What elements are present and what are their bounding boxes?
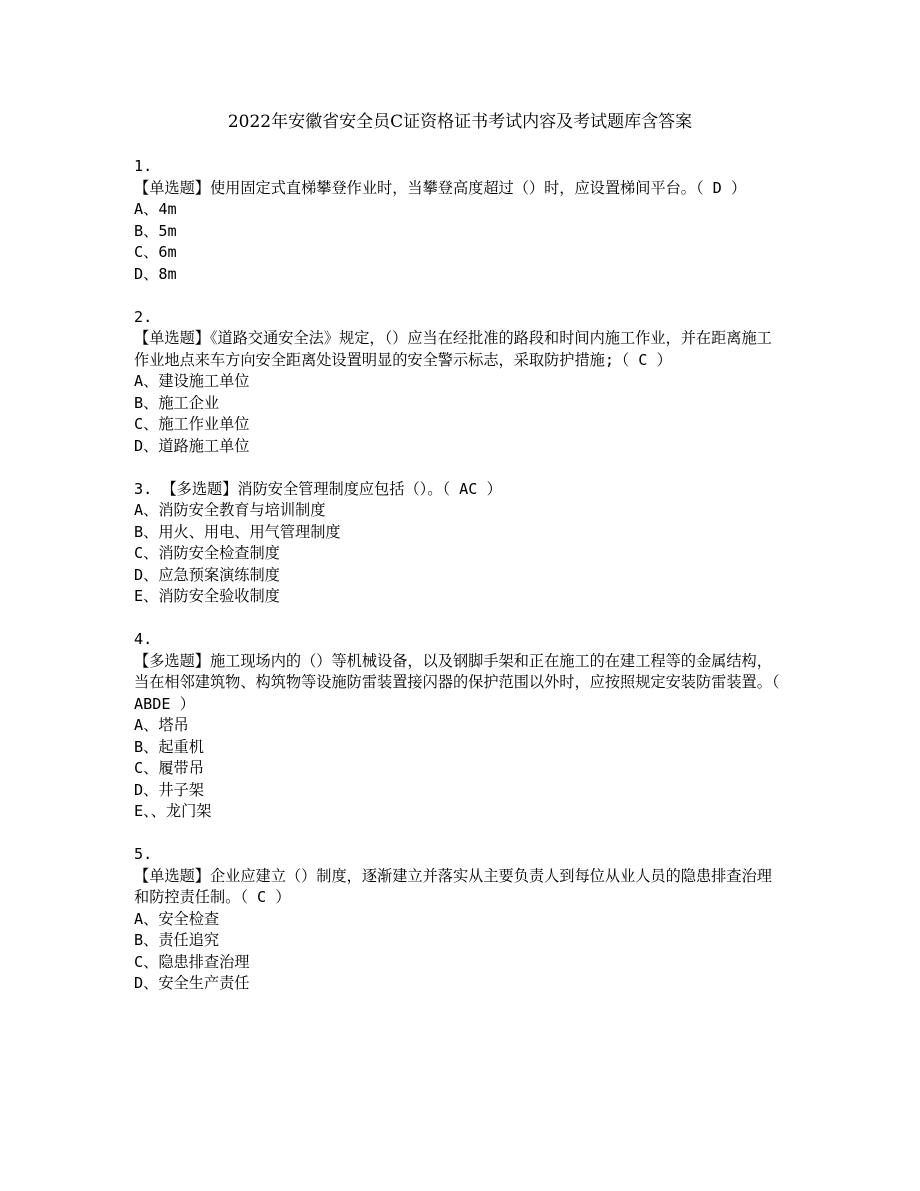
option-b: B、用火、用电、用气管理制度 bbox=[134, 522, 341, 541]
option-b: B、责任追究 bbox=[134, 931, 220, 949]
question-number: 5. bbox=[134, 845, 153, 863]
question-stem: 【单选题】企业应建立（）制度，逐渐建立并落实从主要负责人到每位从业人员的隐患排查治理和防控责任制。（ C ） bbox=[134, 866, 772, 906]
option-d: D、井子架 bbox=[134, 780, 204, 799]
question-list bbox=[134, 156, 789, 1016]
option-a: A、塔吊 bbox=[134, 716, 189, 734]
question-number: 2. bbox=[134, 307, 153, 326]
option-a: A、4m bbox=[134, 200, 177, 218]
question-1 bbox=[134, 156, 784, 285]
question-stem: 【单选题】使用固定式直梯攀登作业时，当攀登高度超过（）时，应设置梯间平台。（ D ） bbox=[134, 178, 747, 197]
question-number: 4. bbox=[134, 630, 153, 648]
question-2 bbox=[134, 307, 784, 458]
option-b: B、起重机 bbox=[134, 737, 204, 756]
option-b: B、5m bbox=[134, 221, 177, 240]
question-stem: 【单选题】《道路交通安全法》规定，（）应当在经批准的路段和时间内施工作业，并在距离施工作业地点来车方向安全距离处设置明显的安全警示标志，采取防护措施;（ C ） bbox=[134, 329, 772, 369]
option-d: D、安全生产责任 bbox=[134, 974, 250, 992]
option-e: E、、龙门架 bbox=[134, 802, 212, 820]
option-b: B、施工企业 bbox=[134, 393, 220, 412]
option-a: A、建设施工单位 bbox=[134, 372, 250, 390]
option-c: C、履带吊 bbox=[134, 759, 204, 777]
option-a: A、安全检查 bbox=[134, 909, 220, 928]
option-d: D、道路施工单位 bbox=[134, 436, 250, 455]
question-5 bbox=[134, 844, 784, 995]
option-a: A、消防安全教育与培训制度 bbox=[134, 501, 326, 519]
option-c: C、施工作业单位 bbox=[134, 415, 250, 433]
question-number: 1. bbox=[134, 157, 153, 175]
option-e: E、消防安全验收制度 bbox=[134, 587, 280, 605]
option-c: C、消防安全检查制度 bbox=[134, 544, 280, 562]
question-stem: 【多选题】施工现场内的（）等机械设备，以及钢脚手架和正在施工的在建工程等的金属结构，当在相邻建筑物、构筑物等设施防雷装置接闪器的保护范围以外时，应按照规定安装防雷装置。（ ABDE ） bbox=[134, 651, 789, 713]
question-stem: 【多选题】消防安全管理制度应包括（）。（ AC ） bbox=[161, 479, 502, 498]
question-stem-line bbox=[134, 479, 784, 501]
question-4 bbox=[134, 629, 789, 823]
question-number: 3. bbox=[134, 479, 153, 498]
option-d: D、应急预案演练制度 bbox=[134, 565, 280, 584]
document-title: 2022年安徽省安全员C证资格证书考试内容及考试题库含答案 bbox=[227, 112, 693, 132]
option-c: C、隐患排查治理 bbox=[134, 952, 250, 971]
option-c: C、6m bbox=[134, 243, 177, 261]
question-3 bbox=[134, 479, 784, 608]
option-d: D、8m bbox=[134, 264, 177, 283]
